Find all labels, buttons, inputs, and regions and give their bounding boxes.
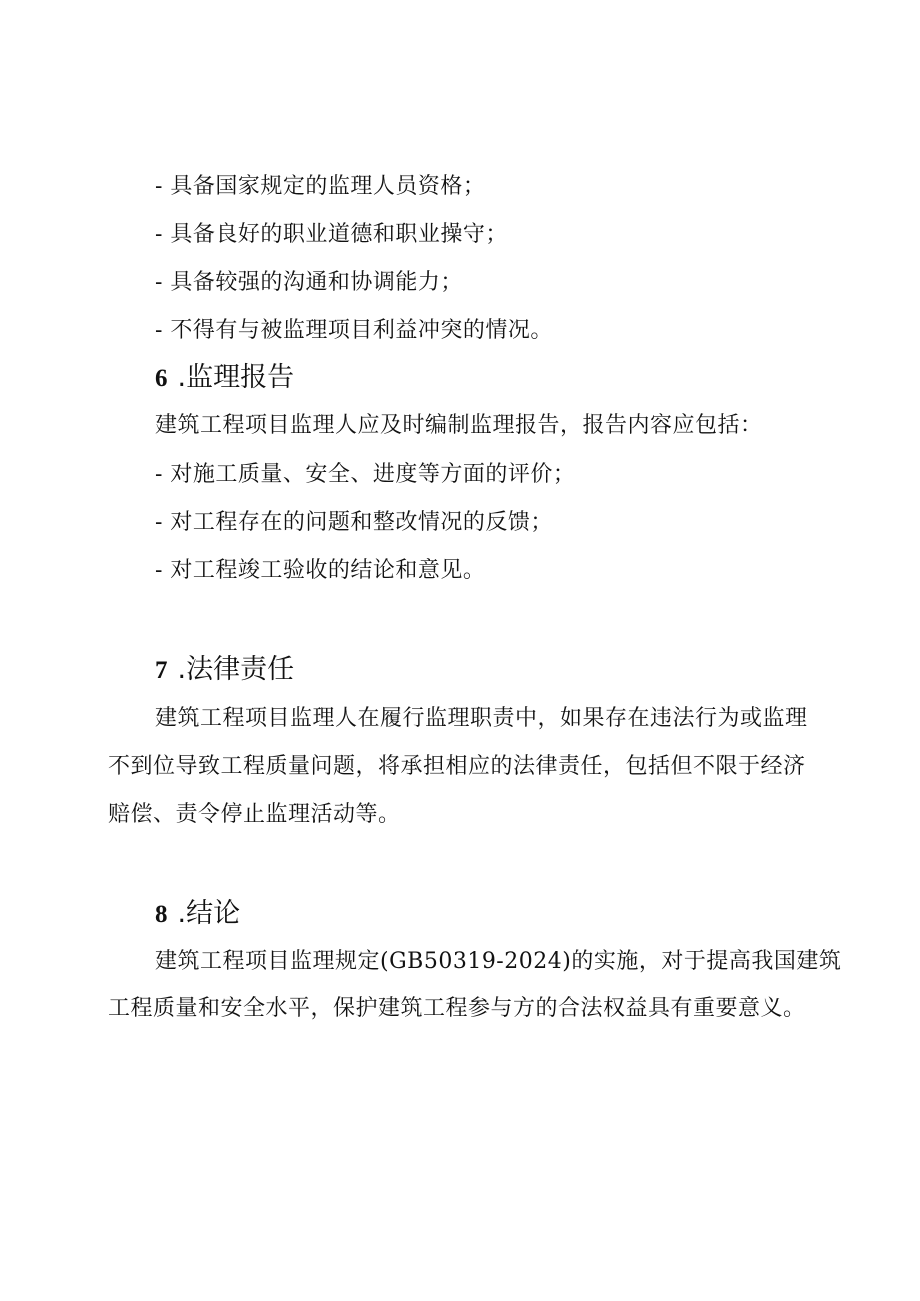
section-6-heading (155, 361, 294, 396)
section-8-line-2: 工程质量和安全水平，保护建筑工程参与方的合法权益具有重要意义。 (108, 996, 806, 1021)
section-6-number: 6 (155, 365, 168, 392)
section-7-heading (155, 653, 294, 688)
qualification-bullet-3: - 具备较强的沟通和协调能力； (155, 270, 463, 295)
section-8-title: .结论 (177, 898, 241, 929)
section-6-bullet-1: - 对施工质量、安全、进度等方面的评价； (155, 462, 576, 487)
qualification-bullet-1: - 具备国家规定的监理人员资格； (155, 174, 486, 199)
section-7-title: .法律责任 (177, 654, 295, 685)
section-8-number: 8 (155, 901, 168, 928)
section-7-line-1: 建筑工程项目监理人在履行监理职责中，如果存在违法行为或监理 (155, 706, 808, 731)
qualification-bullet-2: - 具备良好的职业道德和职业操守； (155, 222, 508, 247)
section-8-line-1: 建筑工程项目监理规定(GB50319-2024)的实施，对于提高我国建筑 (155, 949, 842, 974)
section-6-bullet-2: - 对工程存在的问题和整改情况的反馈； (155, 510, 553, 535)
section-8-heading (155, 897, 240, 932)
section-6-title: .监理报告 (177, 362, 295, 393)
section-7-number: 7 (155, 657, 168, 684)
section-6-bullet-3: - 对工程竣工验收的结论和意见。 (155, 558, 486, 583)
section-7-line-3: 赔偿、责令停止监理活动等。 (108, 802, 401, 827)
section-6-intro: 建筑工程项目监理人应及时编制监理报告，报告内容应包括： (155, 413, 763, 438)
qualification-bullet-4: - 不得有与被监理项目利益冲突的情况。 (155, 318, 553, 343)
section-7-line-2: 不到位导致工程质量问题，将承担相应的法律责任，包括但不限于经济 (108, 754, 806, 779)
